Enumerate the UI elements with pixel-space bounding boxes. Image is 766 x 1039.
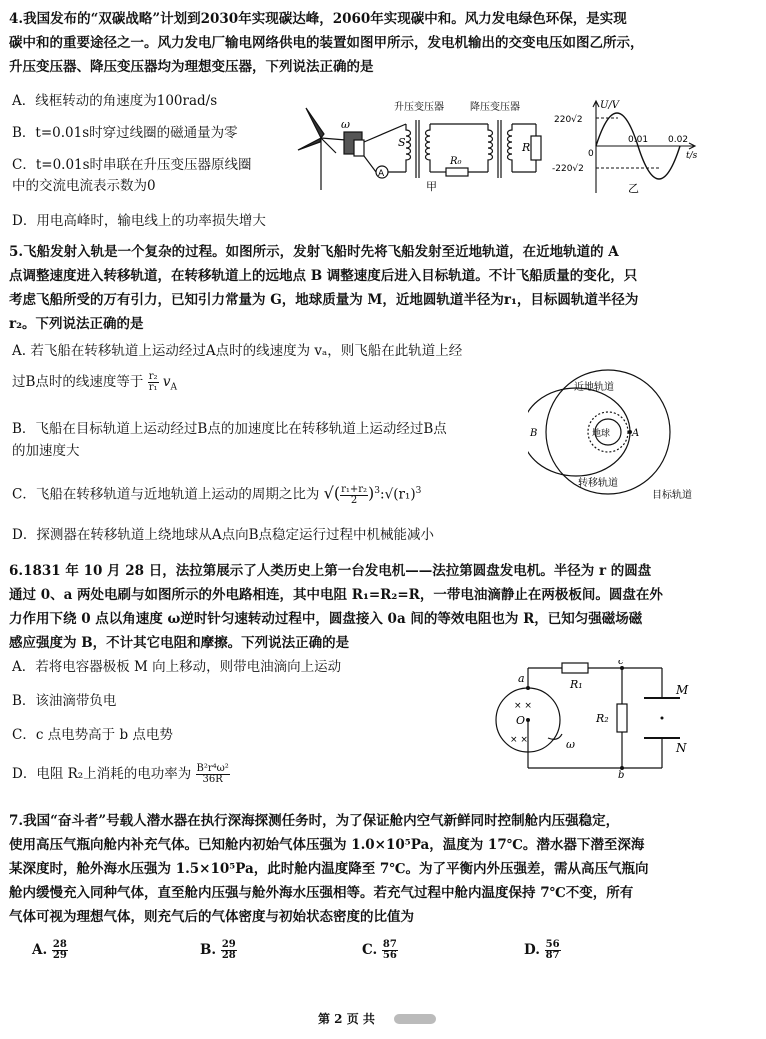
q5-stem-line1: 5.飞船发射入轨是一个复杂的过程。如图所示，发射飞船时先将飞船发射至近地轨道，在近地轨道的 A xyxy=(9,244,619,260)
q7-option-c: C. $\frac{87}{56}$ xyxy=(362,939,397,961)
q5-option-c-fraction: $\frac{\text{r₁+r₂}}{2}$ xyxy=(341,483,368,506)
q5-orbit-figure xyxy=(528,366,718,504)
resistor-r xyxy=(531,136,541,160)
q5-option-c: C．飞船在转移轨道与近地轨道上运动的周期之比为 √( $\frac{\text{r₁+r₂}}{2}$ )$^3:√(r_1)^3$ xyxy=(12,483,422,506)
origin-label: 0 xyxy=(588,149,594,159)
label-a: a xyxy=(518,672,525,685)
label-omega: ω xyxy=(341,118,350,131)
q5-option-b-line2: 的加速度大 xyxy=(12,443,80,459)
q6-stem-line4: 感应强度为 B，不计其它电阻和摩擦。下列说法正确的是 xyxy=(9,635,350,651)
q4-stem-line1: 4.我国发布的“双碳战略”计划到2030年实现碳达峰，2060年实现碳中和。风力发电绿色环保，是实现 xyxy=(9,11,627,27)
q6-stem-line3: 力作用下绕 0 点以角速度 ω逆时针匀速转动过程中，圆盘接入 0a 间的等效电阻也为 R，已知匀强磁场磁 xyxy=(9,611,643,627)
y-min-label: -220√2 xyxy=(552,164,584,174)
q5-option-b-line1: B．飞船在目标轨道上运动经过B点的加速度比在转移轨道上运动经过B点 xyxy=(12,421,447,437)
page-footer: 第 2 页 共 xyxy=(318,1012,375,1026)
label-n: N xyxy=(676,741,687,755)
label-s: S xyxy=(398,136,406,149)
label-r0: R₀ xyxy=(450,156,462,167)
q5-option-a-text: 过B点时的线速度等于 xyxy=(12,374,144,390)
footer-redaction xyxy=(394,1014,436,1024)
turbine-blade xyxy=(298,138,321,150)
stepup-secondary xyxy=(426,124,431,172)
resistor-r2 xyxy=(617,704,627,732)
label-b: b xyxy=(618,770,625,778)
q6-option-b: B．该油滴带负电 xyxy=(12,693,117,709)
q6-stem-line2: 通过 0、a 两处电刷与如图所示的外电路相连，其中电阻 R₁=R₂=R，一带电油滴静止在两极板间。圆盘在外 xyxy=(9,587,663,603)
q7-stem-line5: 气体可视为理想气体，则充气后的气体密度与初始状态密度的比值为 xyxy=(9,909,414,925)
q6-circuit-figure xyxy=(492,660,712,778)
q5-option-a-line2: 过B点时的线速度等于 $\frac{\text{r₂}}{\text{r₁}}$ $v_A$ xyxy=(12,371,177,393)
q4-stem-line2: 碳中和的重要途径之一。风力发电厂输电网络供电的装置如图甲所示，发电机输出的交变电压如图乙所示， xyxy=(9,35,644,51)
turbine-blade xyxy=(306,108,324,138)
y-max-label: 220√2 xyxy=(554,115,583,125)
q5-stem-line4: r₂。下列说法正确的是 xyxy=(9,316,144,332)
q7-option-a: A. $\frac{28}{29}$ xyxy=(32,939,67,961)
label-stepdown: 降压变压器 xyxy=(470,102,520,113)
label-omega: ω xyxy=(566,738,575,751)
transfer-orbit xyxy=(528,388,630,476)
label-target-orbit: 目标轨道 xyxy=(652,490,692,501)
q6-option-a: A．若将电容器极板 M 向上移动，则带电油滴向上运动 xyxy=(12,659,342,675)
q7-stem-line2: 使用高压气瓶向舱内补充气体。已知舱内初始气体压强为 1.0×10⁵Pa，温度为 17℃。潜水器下潜至深海 xyxy=(9,837,645,853)
y-axis-label: U/V xyxy=(600,100,620,111)
label-a: A xyxy=(632,428,640,439)
caption-jia: 甲 xyxy=(426,180,437,193)
q4-option-c-line2: 中的交流电流表示数为0 xyxy=(12,178,156,194)
q5-option-d: D．探测器在转移轨道上绕地球从A点向B点稳定运行过程中机械能减小 xyxy=(12,527,434,543)
q4-option-d: D．用电高峰时，输电线上的功率损失增大 xyxy=(12,213,266,229)
q5-stem-line2: 点调整速度进入转移轨道，在转移轨道上的远地点 B 调整速度后进入目标轨道。不计飞船质量的变化，只 xyxy=(9,268,638,284)
q4-figure-yi xyxy=(552,98,704,198)
q6-option-d-fraction: $\frac{\text{B²r⁴ω²}}{36R}$ xyxy=(196,763,229,785)
label-r1: R₁ xyxy=(570,678,583,691)
stepdown-secondary xyxy=(508,124,513,172)
q4-figure-jia xyxy=(296,98,554,194)
label-m: M xyxy=(676,683,689,697)
resistor-r1 xyxy=(562,663,588,673)
q7-stem-line3: 某深度时，舱外海水压强为 1.5×10⁵Pa，此时舱内温度降至 7℃。为了平衡内外压强差，需从高压气瓶向 xyxy=(9,861,649,877)
caption-yi: 乙 xyxy=(628,182,639,195)
q6-stem-line1: 6.1831 年 10 月 28 日，法拉第展示了人类历史上第一台发电机——法拉第圆盘发电机。半径为 r 的圆盘 xyxy=(9,563,652,579)
label-earth: 地球 xyxy=(592,429,611,439)
generator-coil xyxy=(354,140,364,156)
q5-option-a-line1: A. 若飞船在转移轨道上运动经过A点时的线速度为 vₐ，则飞船在此轨道上经 xyxy=(12,343,463,359)
q7-option-b: B. $\frac{29}{28}$ xyxy=(200,939,236,961)
q4-stem-line3: 升压变压器、降压变压器均为理想变压器，下列说法正确的是 xyxy=(9,59,374,75)
q6-option-d: D．电阻 R₂上消耗的电功率为 $\frac{\text{B²r⁴ω²}}{36R}$ xyxy=(12,763,229,785)
tick-001: 0.01 xyxy=(628,135,649,145)
label-stepup: 升压变压器 xyxy=(394,102,444,113)
q6-option-c: C．c 点电势高于 b 点电势 xyxy=(12,727,173,743)
q4-option-c-line1: C．t=0.01s时串联在升压变压器原线圈 xyxy=(12,157,252,173)
label-r: R xyxy=(522,141,531,154)
x-axis-label: t/s xyxy=(686,151,698,161)
label-near-orbit: 近地轨道 xyxy=(574,382,614,393)
label-c: c xyxy=(618,660,624,667)
svg-text:× ×: × × xyxy=(510,735,528,745)
q7-option-d: D. $\frac{56}{87}$ xyxy=(524,939,560,961)
q7-stem-line1: 7.我国“奋斗者”号载人潜水器在执行深海探测任务时，为了保证舱内空气新鲜同时控制舱内压强稳定， xyxy=(9,813,620,829)
stepdown-primary xyxy=(488,124,493,172)
q5-option-a-fraction: $\frac{\text{r₂}}{\text{r₁}}$ xyxy=(148,371,158,393)
q7-stem-line4: 舱内缓慢充入同种气体，直至舱内压强与舱外海水压强相等。若充气过程中舱内温度保持 7℃不变，所有 xyxy=(9,885,634,901)
q4-option-a: A．线框转动的角速度为100rad/s xyxy=(12,93,218,109)
label-ammeter: A xyxy=(378,169,385,179)
label-b: B xyxy=(530,428,538,439)
q5-stem-line3: 考虑飞船所受的万有引力，已知引力常量为 G，地球质量为 M，近地圆轨道半径为r₁，目标圆轨道半径为 xyxy=(9,292,639,308)
stepup-primary xyxy=(406,124,411,172)
svg-text:× ×: × × xyxy=(514,701,532,711)
q4-option-b: B．t=0.01s时穿过线圈的磁通量为零 xyxy=(12,125,238,141)
label-o: O xyxy=(516,714,526,727)
tick-002: 0.02 xyxy=(668,135,689,145)
turbine-blade xyxy=(321,138,336,153)
resistor-r0 xyxy=(446,168,468,176)
label-transfer-orbit: 转移轨道 xyxy=(578,478,618,489)
label-r2: R₂ xyxy=(596,712,609,725)
